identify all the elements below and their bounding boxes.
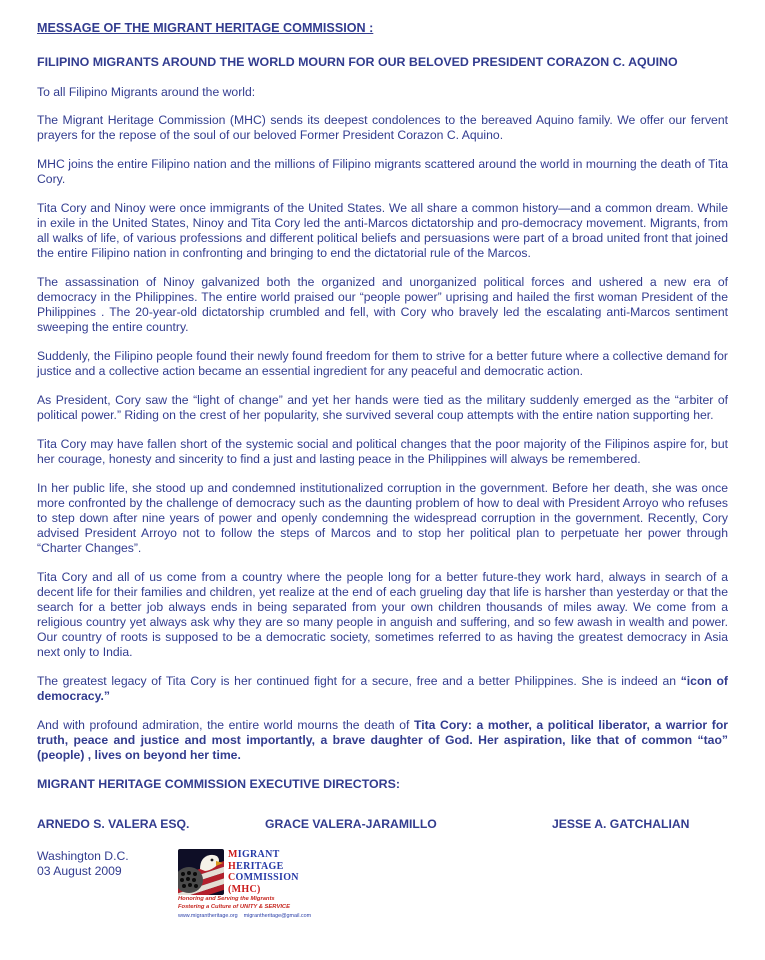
paragraph-text: Tita Cory may have fallen short of the systemic social and political changes that the poor majority of the Filipinos aspire for, but her courage, honesty and sincerity to find a just and lasting peace in the Philippines will always be remembered. [37,437,728,466]
eagle-flag-emblem-icon [178,849,224,895]
paragraph-text: Tita Cory and Ninoy were once immigrants of the United States. We all share a common history—and a common dream. While in exile in the United States, Ninoy and Tita Cory led the anti-Marcos dictatorship and pro-democracy movement. Migrants, from all walks of life, of various professions and different political beliefs and persuasions were part of a broad united front that joined the entire Filipino nation in confronting and bringing to end the dictatorial rule of the Marcos. [37,201,728,260]
document-subtitle: FILIPINO MIGRANTS AROUND THE WORLD MOURN FOR OUR BELOVED PRESIDENT CORAZON C. AQUINO [37,55,678,69]
logo-letter: H [228,860,237,872]
logo-word: IGRANT [237,849,280,860]
paragraph-text: The Migrant Heritage Commission (MHC) sends its deepest condolences to the bereaved Aquino family. We offer our fervent prayers for the repose of the soul of our beloved Former President Corazon C. Aquino. [37,113,728,142]
paragraph-legacy-changes [37,437,728,467]
logo-email: migrantheritage@gmail.com [243,913,312,919]
directors-names-row [37,817,728,832]
paragraph-text: The greatest legacy of Tita Cory is her continued fight for a secure, free and a better Philippines. She is indeed an [37,674,681,688]
date-line: 03 August 2009 [37,864,122,878]
logo-contact-line [178,913,312,920]
paragraph-text: Suddenly, the Filipino people found their newly found freedom for them to strive for a better future where a collective demand for justice and a collective action became an essential ingredient for any peaceful and democratic action. [37,349,728,378]
logo-word: OMMISSION [235,872,299,883]
place-line: Washington D.C. [37,849,129,863]
paragraph-text: MHC joins the entire Filipino nation and the millions of Filipino migrants scattered around the world in mourning the death of Tita Cory. [37,157,728,186]
director-name: ARNEDO S. VALERA ESQ. [37,817,190,831]
logo-tagline-2: Fostering a Culture of UNITY & SERVICE [178,904,290,910]
logo-acronym: (MHC) [228,883,261,895]
paragraph-immigrants [37,201,728,261]
bold-phrase: “icon of democracy.” [37,674,728,703]
paragraph-public-life [37,481,728,556]
logo-website: www.migrantheritage.org [178,913,238,919]
mhc-logo [178,849,312,920]
logo-word: ERITAGE [236,860,284,872]
logo-wordmark [228,849,299,895]
directors-heading: MIGRANT HERITAGE COMMISSION EXECUTIVE DIRECTORS: [37,777,401,791]
paragraph-text: In her public life, she stood up and condemned institutionalized corruption in the government. Before her death, she was once more confronted by the challenge of democracy such as the daunting problem of how to deal with President Arroyo who refuses to step down after nine years of power and openly condemning the widespread corruption in the government. Recently, Cory advised President Arroyo not to follow the steps of Marcos and to stop her political plan to perpetuate her power through “Charter Changes”. [37,481,728,555]
paragraph-icon-of-democracy [37,674,728,704]
paragraph-text: As President, Cory saw the “light of change” and yet her hands were tied as the military suddenly emerged as the “arbiter of political power.” Riding on the crest of her popularity, she survived several coup attempts with the entire nation supporting her. [37,393,728,422]
paragraph-president [37,393,728,423]
logo-tagline-1: Honoring and Serving the Migrants [178,896,275,902]
paragraph-text: And with profound admiration, the entire world mourns the death of [37,718,415,732]
paragraph-condolences [37,113,728,143]
paragraph-text: The assassination of Ninoy galvanized both the organized and unorganized political forces and ushered a new era of democracy in the Philippines. The entire world praised our “people power” uprising and hailed the first woman President of the Philippines . The 20-year-old dictatorship crumbled and fell, with Cory who bravely led the escalating anti-Marcos sentiment sweeping the entire country. [37,275,728,334]
salutation-line: To all Filipino Migrants around the world: [37,85,256,99]
director-name: JESSE A. GATCHALIAN [552,817,690,831]
paragraph-mourning [37,157,728,187]
document-title: MESSAGE OF THE MIGRANT HERITAGE COMMISSION : [37,21,374,35]
logo-letter: C [228,872,236,883]
dateline [37,849,178,879]
paragraph-country [37,570,728,660]
logo-letter: M [228,849,238,860]
paragraph-assassination [37,275,728,335]
paragraph-text: Tita Cory and all of us come from a country where the people long for a better future-they work hard, always in search of a decent life for their families and children, yet realize at the end of each grueling day that life is harsher than yesterday or that the search for a better job always ends in being separated from your own children thousands of miles away. We come from a religious country yet always ask why they are so many people in anguish and suffering, and so few awash in wealth and power. Our country of roots is supposed to be a democratic society, sometimes referred to as having the greatest democracy in Asia next only to India. [37,570,728,659]
director-name: GRACE VALERA-JARAMILLO [265,817,437,831]
paragraph-freedom [37,349,728,379]
footer [37,849,728,920]
paragraph-admiration [37,718,728,763]
bold-phrase: Tita Cory: a mother, a political liberator, a warrior for truth, peace and justice and most importantly, a brave daughter of God. Her aspiration, like that of common “tao” (people) , lives on beyond her time. [37,718,729,762]
